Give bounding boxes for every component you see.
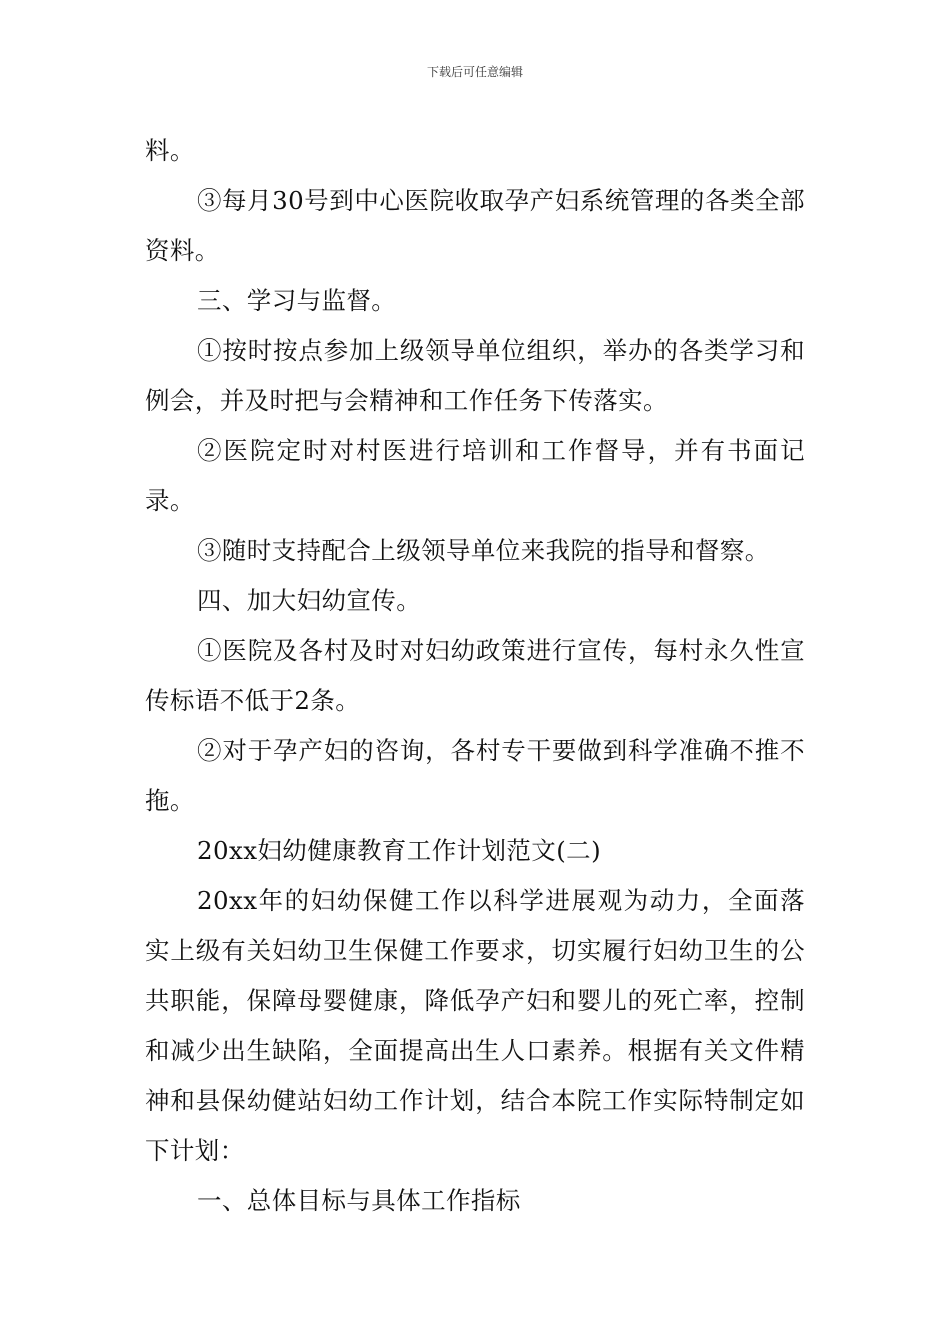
paragraph-item-3-materials: ③每月30号到中心医院收取孕产妇系统管理的各类全部资料。 xyxy=(145,186,805,265)
paragraph-continuation: 料。 xyxy=(145,136,195,165)
document-subtitle: 20xx妇幼健康教育工作计划范文(二) xyxy=(197,836,602,865)
section-heading-study-supervision: 三、学习与监督。 xyxy=(197,286,397,315)
section-heading-publicity: 四、加大妇幼宣传。 xyxy=(197,586,422,615)
paragraph-item-3-support: ③随时支持配合上级领导单位来我院的指导和督察。 xyxy=(197,536,770,565)
document-body xyxy=(145,126,805,1226)
paragraph-item-1-slogans: ①医院及各村及时对妇幼政策进行宣传，每村永久性宣传标语不低于2条。 xyxy=(145,636,805,715)
section-heading-goals: 一、总体目标与具体工作指标 xyxy=(197,1186,521,1215)
paragraph-intro: 20xx年的妇幼保健工作以科学进展观为动力，全面落实上级有关妇幼卫生保健工作要求，切实履行妇幼卫生的公共职能，保障母婴健康，降低孕产妇和婴儿的死亡率，控制和减少出生缺陷，全面提高出生人口素养。根据有关文件精神和县保幼健站妇幼工作计划，结合本院工作实际特制定如下计划： xyxy=(145,886,805,1165)
paragraph-item-2-training: ②医院定时对村医进行培训和工作督导，并有书面记录。 xyxy=(145,436,805,515)
paragraph-item-1-meetings: ①按时按点参加上级领导单位组织，举办的各类学习和例会，并及时把与会精神和工作任务下传落实。 xyxy=(145,336,805,415)
page-header: 下载后可任意编辑 xyxy=(426,65,523,79)
paragraph-item-2-consultation: ②对于孕产妇的咨询，各村专干要做到科学准确不推不拖。 xyxy=(145,736,805,815)
